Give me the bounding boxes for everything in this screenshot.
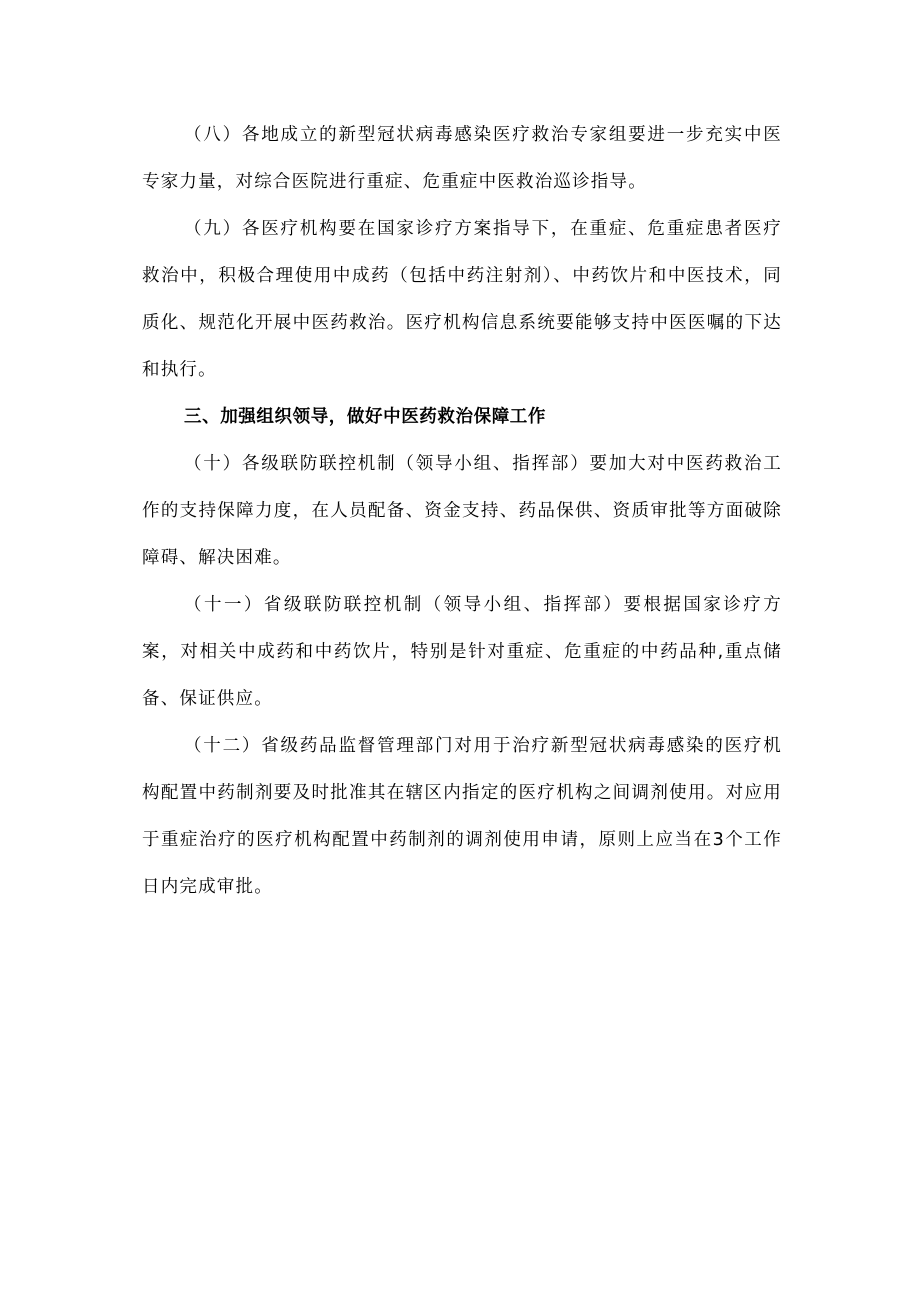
- paragraph-item-8: （八）各地成立的新型冠状病毒感染医疗救治专家组要进一步充实中医专家力量，对综合医院进行重症、危重症中医救治巡诊指导。: [142, 125, 782, 192]
- paragraph-item-9: （九）各医疗机构要在国家诊疗方案指导下，在重症、危重症患者医疗救治中，积极合理使用中成药（包括中药注射剂）、中药饮片和中医技术，同质化、规范化开展中医药救治。医疗机构信息系统要能够支持中医医嘱的下达和执行。: [142, 219, 782, 380]
- section-heading-3: 三、加强组织领导，做好中医药救治保障工作: [184, 407, 546, 427]
- paragraph-item-10: （十）各级联防联控机制（领导小组、指挥部）要加大对中医药救治工作的支持保障力度，在人员配备、资金支持、药品保供、资质审批等方面破除障碍、解决困难。: [142, 454, 782, 568]
- document-body: [142, 112, 782, 911]
- paragraph-item-12: （十二）省级药品监督管理部门对用于治疗新型冠状病毒感染的医疗机构配置中药制剂要及时批准其在辖区内指定的医疗机构之间调剂使用。对应用于重症治疗的医疗机构配置中药制剂的调剂使用申请，原则上应当在3个工作日内完成审批。: [142, 736, 782, 897]
- paragraph-item-11: （十一）省级联防联控机制（领导小组、指挥部）要根据国家诊疗方案，对相关中成药和中药饮片，特别是针对重症、危重症的中药品种,重点储备、保证供应。: [142, 595, 782, 709]
